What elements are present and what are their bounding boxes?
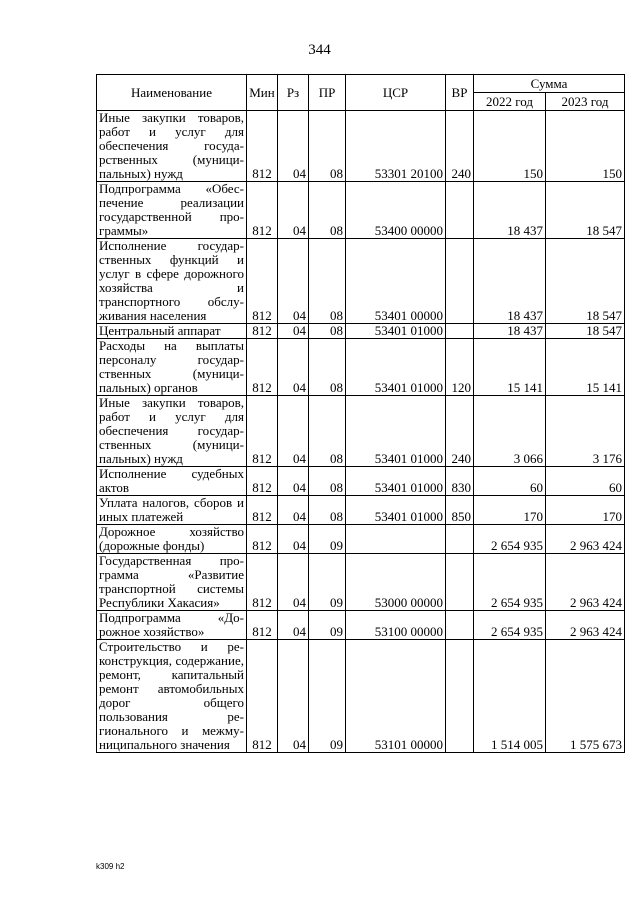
cell-name: Дорожное хозяйство (дорожные фонды) — [97, 525, 247, 554]
cell-min: 812 — [247, 239, 278, 324]
cell-rz: 04 — [278, 182, 309, 239]
cell-pr: 08 — [309, 111, 346, 182]
cell-csr: 53301 20100 — [346, 111, 446, 182]
table-row — [97, 396, 625, 467]
cell-min: 812 — [247, 182, 278, 239]
cell-rz: 04 — [278, 525, 309, 554]
cell-rz: 04 — [278, 239, 309, 324]
cell-rz: 04 — [278, 339, 309, 396]
cell-csr: 53401 01000 — [346, 339, 446, 396]
table-row — [97, 324, 625, 339]
table-row — [97, 496, 625, 525]
cell-name: Исполнение судебных актов — [97, 467, 247, 496]
cell-sum-2022: 18 437 — [474, 239, 546, 324]
cell-sum-2022: 15 141 — [474, 339, 546, 396]
cell-sum-2022: 170 — [474, 496, 546, 525]
cell-rz: 04 — [278, 324, 309, 339]
col-header-year-2023: 2023 год — [546, 93, 625, 111]
cell-csr: 53401 01000 — [346, 467, 446, 496]
cell-vr — [446, 182, 474, 239]
col-header-name: Наименование — [97, 75, 247, 111]
cell-rz: 04 — [278, 396, 309, 467]
cell-csr: 53400 00000 — [346, 182, 446, 239]
cell-pr: 08 — [309, 496, 346, 525]
cell-min: 812 — [247, 467, 278, 496]
table-row — [97, 467, 625, 496]
table-row — [97, 239, 625, 324]
footer-code: k309 h2 — [96, 862, 125, 871]
cell-sum-2022: 60 — [474, 467, 546, 496]
cell-sum-2022: 3 066 — [474, 396, 546, 467]
cell-pr: 09 — [309, 611, 346, 640]
table-row — [97, 554, 625, 611]
table-row — [97, 640, 625, 753]
cell-vr — [446, 525, 474, 554]
cell-vr: 830 — [446, 467, 474, 496]
cell-sum-2023: 18 547 — [546, 239, 625, 324]
cell-name: Подпрограмма «Дорожное хозяйство» — [97, 611, 247, 640]
cell-sum-2023: 2 963 424 — [546, 554, 625, 611]
cell-rz: 04 — [278, 496, 309, 525]
cell-vr — [446, 611, 474, 640]
cell-sum-2022: 1 514 005 — [474, 640, 546, 753]
cell-pr: 09 — [309, 554, 346, 611]
cell-csr: 53000 00000 — [346, 554, 446, 611]
table-row — [97, 525, 625, 554]
cell-name: Уплата налогов, сборов и иных платежей — [97, 496, 247, 525]
cell-min: 812 — [247, 554, 278, 611]
cell-min: 812 — [247, 339, 278, 396]
cell-vr: 120 — [446, 339, 474, 396]
cell-min: 812 — [247, 324, 278, 339]
cell-rz: 04 — [278, 640, 309, 753]
cell-pr: 08 — [309, 239, 346, 324]
cell-min: 812 — [247, 496, 278, 525]
col-header-year-2022: 2022 год — [474, 93, 546, 111]
cell-pr: 08 — [309, 324, 346, 339]
cell-csr: 53101 00000 — [346, 640, 446, 753]
cell-sum-2022: 2 654 935 — [474, 611, 546, 640]
cell-vr: 850 — [446, 496, 474, 525]
cell-pr: 08 — [309, 396, 346, 467]
cell-sum-2023: 2 963 424 — [546, 611, 625, 640]
cell-rz: 04 — [278, 111, 309, 182]
cell-pr: 08 — [309, 339, 346, 396]
table-row — [97, 339, 625, 396]
cell-sum-2023: 3 176 — [546, 396, 625, 467]
cell-csr — [346, 525, 446, 554]
cell-csr: 53401 01000 — [346, 496, 446, 525]
cell-vr — [446, 324, 474, 339]
cell-vr — [446, 554, 474, 611]
col-header-sum: Сумма — [474, 75, 625, 93]
cell-csr: 53401 01000 — [346, 396, 446, 467]
cell-vr — [446, 239, 474, 324]
cell-rz: 04 — [278, 554, 309, 611]
cell-min: 812 — [247, 525, 278, 554]
cell-pr: 09 — [309, 640, 346, 753]
cell-vr: 240 — [446, 111, 474, 182]
cell-rz: 04 — [278, 611, 309, 640]
col-header-min: Мин — [247, 75, 278, 111]
col-header-pr: ПР — [309, 75, 346, 111]
cell-rz: 04 — [278, 467, 309, 496]
cell-vr: 240 — [446, 396, 474, 467]
col-header-vr: ВР — [446, 75, 474, 111]
cell-name: Подпрограмма «Обеспечение реализации государственной программы» — [97, 182, 247, 239]
cell-sum-2023: 150 — [546, 111, 625, 182]
header-row-1 — [97, 75, 625, 93]
col-header-csr: ЦСР — [346, 75, 446, 111]
cell-sum-2023: 18 547 — [546, 182, 625, 239]
table-row — [97, 611, 625, 640]
budget-table — [96, 74, 625, 753]
cell-name: Государственная программа «Развитие транспортной системы Республики Хакасия» — [97, 554, 247, 611]
cell-sum-2023: 18 547 — [546, 324, 625, 339]
cell-name: Расходы на выплаты персоналу государственных (муниципальных) органов — [97, 339, 247, 396]
cell-name: Строительство и реконструкция, содержание, ремонт, капитальный ремонт автомобильных дорог общего пользования регионального и межмуниципального значения — [97, 640, 247, 753]
table-row — [97, 111, 625, 182]
cell-min: 812 — [247, 640, 278, 753]
cell-pr: 09 — [309, 525, 346, 554]
cell-sum-2023: 60 — [546, 467, 625, 496]
table-row — [97, 182, 625, 239]
cell-name: Иные закупки товаров, работ и услуг для обеспечения государственных (муниципальных) нужд — [97, 396, 247, 467]
cell-pr: 08 — [309, 182, 346, 239]
cell-sum-2023: 2 963 424 — [546, 525, 625, 554]
cell-sum-2023: 15 141 — [546, 339, 625, 396]
cell-sum-2022: 18 437 — [474, 182, 546, 239]
cell-csr: 53100 00000 — [346, 611, 446, 640]
page-number: 344 — [308, 42, 331, 58]
cell-sum-2023: 170 — [546, 496, 625, 525]
cell-csr: 53401 01000 — [346, 324, 446, 339]
cell-pr: 08 — [309, 467, 346, 496]
cell-sum-2022: 150 — [474, 111, 546, 182]
cell-min: 812 — [247, 111, 278, 182]
cell-csr: 53401 00000 — [346, 239, 446, 324]
cell-name: Иные закупки товаров, работ и услуг для обеспечения государственных (муниципальных) нужд — [97, 111, 247, 182]
cell-min: 812 — [247, 396, 278, 467]
cell-sum-2022: 2 654 935 — [474, 525, 546, 554]
cell-sum-2022: 2 654 935 — [474, 554, 546, 611]
cell-name: Исполнение государственных функций и услуг в сфере дорожного хозяйства и транспортного обслуживания населения — [97, 239, 247, 324]
cell-sum-2022: 18 437 — [474, 324, 546, 339]
table-body — [97, 111, 625, 753]
col-header-rz: Рз — [278, 75, 309, 111]
cell-sum-2023: 1 575 673 — [546, 640, 625, 753]
cell-vr — [446, 640, 474, 753]
cell-min: 812 — [247, 611, 278, 640]
cell-name: Центральный аппарат — [97, 324, 247, 339]
